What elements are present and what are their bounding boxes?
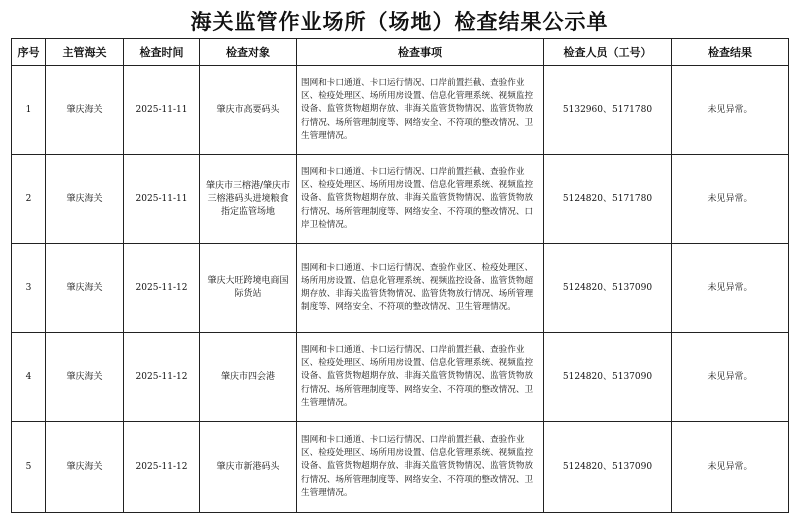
cell-date: 2025-11-11 [124,155,200,244]
cell-inspectors: 5124820、5171780 [544,155,672,244]
cell-no: 1 [12,66,46,155]
header-no: 序号 [12,39,46,66]
inspection-table [11,38,789,513]
table-row [12,333,789,422]
cell-items: 围网和卡口通道、卡口运行情况、口岸前置拦截、查验作业区、检疫处理区、场所用房设置、信息化管理系统、视频监控设备、监管货物超期存放、非海关监管货物情况、监管货物放行情况、场所管理制度等、网络安全、不符项的整改情况、口岸卫检情况。 [297,155,544,244]
header-customs: 主管海关 [46,39,124,66]
header-inspectors: 检查人员（工号） [544,39,672,66]
table-row [12,66,789,155]
cell-result: 未见异常。 [672,244,789,333]
cell-no: 3 [12,244,46,333]
cell-result: 未见异常。 [672,66,789,155]
cell-target: 肇庆市高要码头 [200,66,297,155]
cell-target: 肇庆市新港码头 [200,422,297,513]
cell-result: 未见异常。 [672,333,789,422]
cell-target: 肇庆大旺跨境电商国际货站 [200,244,297,333]
cell-inspectors: 5124820、5137090 [544,422,672,513]
page-title: 海关监管作业场所（场地）检查结果公示单 [190,9,609,34]
cell-customs: 肇庆海关 [46,244,124,333]
cell-target: 肇庆市四会港 [200,333,297,422]
cell-items: 围网和卡口通道、卡口运行情况、查验作业区、检疫处理区、场所用房设置、信息化管理系统、视频监控设备、监管货物超期存放、非海关监管货物情况、监管货物放行情况、场所管理制度等、网络安全、不符项的整改情况、卫生管理情况。 [297,244,544,333]
cell-items: 围网和卡口通道、卡口运行情况、口岸前置拦截、查验作业区、检疫处理区、场所用房设置、信息化管理系统、视频监控设备、监管货物超期存放、非海关监管货物情况、监管货物放行情况、场所管理制度等、网络安全、不符项的整改情况、卫生管理情况。 [297,422,544,513]
cell-date: 2025-11-12 [124,244,200,333]
table-row [12,422,789,513]
cell-customs: 肇庆海关 [46,422,124,513]
cell-customs: 肇庆海关 [46,155,124,244]
header-target: 检查对象 [200,39,297,66]
cell-no: 2 [12,155,46,244]
cell-items: 围网和卡口通道、卡口运行情况、口岸前置拦截、查验作业区、检疫处理区、场所用房设置、信息化管理系统、视频监控设备、监管货物超期存放、非海关监管货物情况、监管货物放行情况、场所管理制度等、网络安全、不符项的整改情况、卫生管理情况。 [297,333,544,422]
table-header-row [12,39,789,66]
cell-result: 未见异常。 [672,422,789,513]
cell-date: 2025-11-11 [124,66,200,155]
header-date: 检查时间 [124,39,200,66]
cell-inspectors: 5132960、5171780 [544,66,672,155]
header-result: 检查结果 [672,39,789,66]
cell-customs: 肇庆海关 [46,333,124,422]
table-row [12,155,789,244]
cell-target: 肇庆市三榕港/肇庆市三榕港码头进境粮食指定监管场地 [200,155,297,244]
table-row [12,244,789,333]
cell-customs: 肇庆海关 [46,66,124,155]
cell-date: 2025-11-12 [124,422,200,513]
cell-inspectors: 5124820、5137090 [544,333,672,422]
cell-date: 2025-11-12 [124,333,200,422]
cell-no: 5 [12,422,46,513]
header-items: 检查事项 [297,39,544,66]
cell-inspectors: 5124820、5137090 [544,244,672,333]
cell-result: 未见异常。 [672,155,789,244]
cell-items: 围网和卡口通道、卡口运行情况、口岸前置拦截、查验作业区、检疫处理区、场所用房设置、信息化管理系统、视频监控设备、监管货物超期存放、非海关监管货物情况、监管货物放行情况、场所管理制度等、网络安全、不符项的整改情况、卫生管理情况。 [297,66,544,155]
cell-no: 4 [12,333,46,422]
